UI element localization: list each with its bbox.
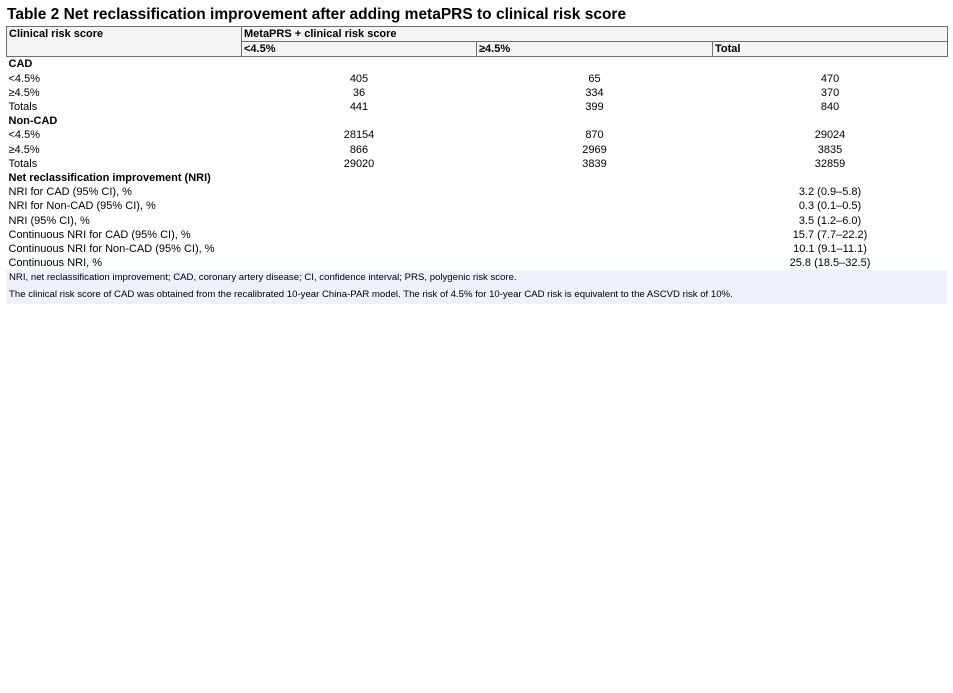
row-label: NRI for Non-CAD (95% CI), % — [8, 200, 156, 213]
table-row — [7, 100, 948, 114]
cell-value: 15.7 (7.7–22.2) — [792, 228, 868, 241]
header-metaprs-group: MetaPRS + clinical risk score — [242, 27, 948, 42]
cell-value: 870 — [585, 129, 604, 142]
table-row — [7, 72, 948, 86]
table-footnotes — [6, 270, 947, 304]
cell-value: 866 — [349, 143, 369, 156]
cell-value: 3839 — [582, 157, 607, 170]
header-clinical-risk-score: Clinical risk score — [7, 27, 242, 57]
table-row — [7, 157, 948, 171]
row-label: <4.5% — [8, 72, 40, 85]
cell-value: 470 — [820, 72, 840, 85]
cell-value: 2969 — [582, 143, 607, 156]
row-label: Totals — [8, 101, 38, 114]
header-row-1 — [7, 27, 948, 42]
section-row-nri — [7, 171, 948, 185]
row-label: NRI for CAD (95% CI), % — [8, 186, 132, 199]
row-label: Totals — [8, 157, 38, 170]
row-label: Continuous NRI for CAD (95% CI), % — [8, 228, 191, 241]
cell-value: 32859 — [814, 157, 846, 170]
table-row — [7, 86, 948, 100]
table-row — [7, 214, 948, 228]
header-col-total: Total — [713, 42, 948, 57]
table-row — [7, 242, 948, 256]
cell-value: 399 — [585, 101, 604, 114]
cell-value: 3835 — [817, 143, 843, 156]
nri-table — [6, 26, 948, 270]
section-label-noncad: Non-CAD — [8, 115, 58, 128]
cell-value: 10.1 (9.1–11.1) — [793, 243, 867, 256]
row-label: ≥4.5% — [8, 143, 40, 156]
table-row — [7, 128, 948, 142]
cell-value: 28154 — [343, 129, 375, 142]
table-row — [7, 199, 948, 213]
cell-value: 25.8 (18.5–32.5) — [789, 257, 871, 270]
table-row — [7, 228, 948, 242]
section-row-cad — [7, 57, 948, 72]
header-col-lt45: <4.5% — [242, 42, 477, 57]
row-label: Continuous NRI, % — [8, 257, 103, 270]
table-title: Table 2 Net reclassification improvement after adding metaPRS to clinical risk score — [7, 6, 627, 23]
table-row — [7, 185, 948, 199]
cell-value: 370 — [820, 86, 840, 99]
row-label: <4.5% — [8, 129, 40, 142]
cell-value: 840 — [820, 101, 840, 114]
section-label-nri: Net reclassification improvement (NRI) — [8, 172, 211, 185]
row-label: Continuous NRI for Non-CAD (95% CI), % — [8, 243, 215, 256]
cell-value: 65 — [588, 72, 601, 85]
row-label: NRI (95% CI), % — [8, 214, 90, 227]
header-col-ge45: ≥4.5% — [477, 42, 713, 57]
footnote-abbreviations: NRI, net reclassification improvement; CAD, coronary artery disease; CI, confidence interval; PRS, polygenic risk score. — [9, 272, 517, 284]
document-page — [6, 4, 947, 304]
cell-value: 36 — [352, 86, 366, 99]
cell-value: 441 — [349, 101, 369, 114]
section-label-cad: CAD — [8, 58, 33, 71]
cell-value: 29020 — [343, 157, 375, 170]
section-row-noncad — [7, 114, 948, 128]
cell-value: 405 — [349, 72, 369, 85]
table-row — [7, 256, 948, 270]
cell-value: 29024 — [814, 129, 846, 142]
table-row — [7, 143, 948, 157]
cell-value: 334 — [585, 86, 604, 99]
row-label: ≥4.5% — [8, 86, 40, 99]
cell-value: 3.2 (0.9–5.8) — [798, 186, 862, 199]
cell-value: 3.5 (1.2–6.0) — [798, 214, 862, 227]
footnote-risk-model: The clinical risk score of CAD was obtained from the recalibrated 10-year China-PAR model. The risk of 4.5% for 10-year CAD risk is equivalent to the ASCVD risk of 10%. — [9, 289, 733, 301]
cell-value: 0.3 (0.1–0.5) — [798, 200, 862, 213]
